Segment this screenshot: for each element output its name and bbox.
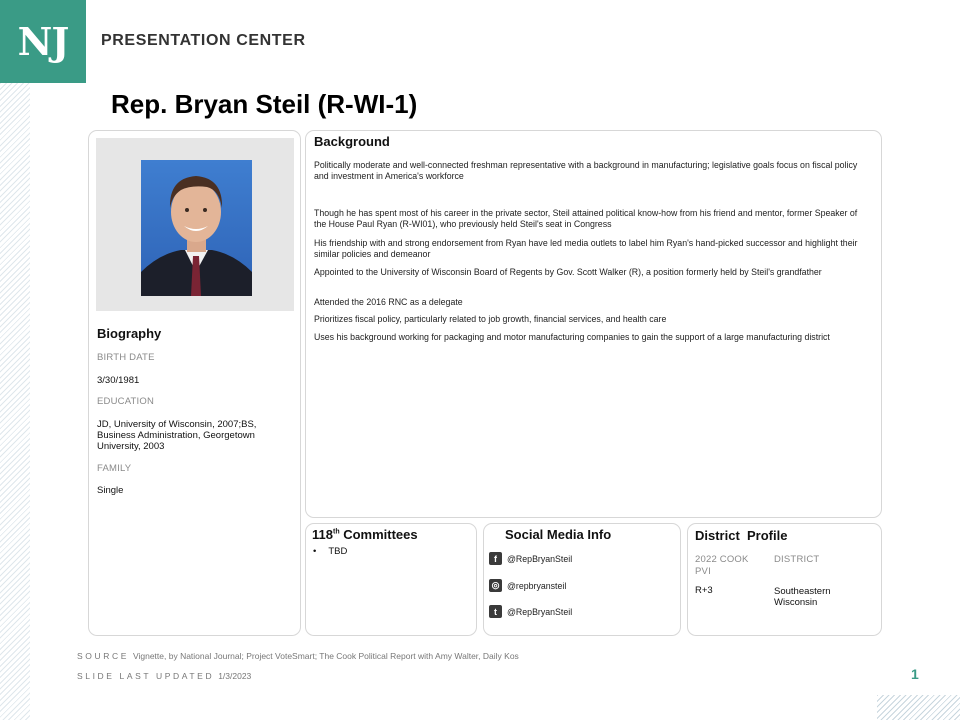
- birth-date-value: 3/30/1981: [97, 375, 140, 386]
- twitter-handle[interactable]: @RepBryanSteil: [507, 606, 573, 617]
- committee-name: TBD: [328, 546, 348, 557]
- background-paragraph: Appointed to the University of Wisconsin Board of Regents by Gov. Scott Walker (R), a position formerly held by Steil's grandfather: [314, 267, 822, 277]
- family-label: FAMILY: [97, 463, 132, 474]
- social-account-facebook[interactable]: [489, 552, 572, 565]
- background-paragraph: Politically moderate and well-connected freshman representative with a background in manufacturing; legislative goals focus on fiscal policy and investment in America's workforce: [314, 160, 858, 181]
- district-label: DISTRICT: [774, 554, 820, 565]
- background-paragraph: Uses his background working for packaging and motor manufacturing companies to gain the support of a large manufacturing district: [314, 332, 830, 342]
- decorative-stripes-bottom: [877, 695, 960, 720]
- decorative-stripes-left: [0, 83, 30, 720]
- page-title: Rep. Bryan Steil (R-WI-1): [111, 89, 418, 119]
- background-paragraph: His friendship with and strong endorsement from Ryan have led media outlets to label him Ryan's hand-picked successor and highlight their similar policies and demeanor: [314, 238, 858, 259]
- committees-title: 118th Committees: [312, 527, 418, 542]
- social-media-card: [483, 523, 681, 636]
- district-profile-title: District Profile: [695, 528, 788, 543]
- portrait-photo: [141, 160, 252, 296]
- birth-date-label: BIRTH DATE: [97, 352, 155, 363]
- cook-pvi-label: 2022 COOK PVI: [695, 554, 749, 577]
- background-paragraph: Prioritizes fiscal policy, particularly related to job growth, financial services, and health care: [314, 314, 667, 324]
- background-title: Background: [314, 134, 390, 149]
- social-account-instagram[interactable]: [489, 579, 566, 592]
- bullet: •: [313, 546, 317, 557]
- twitter-icon: t: [489, 605, 502, 618]
- last-updated-date: 1/3/2023: [218, 671, 252, 681]
- committees-card: [305, 523, 477, 636]
- cook-pvi-value: R+3: [695, 585, 713, 596]
- page-number: 1: [911, 666, 919, 682]
- facebook-handle[interactable]: @RepBryanSteil: [507, 553, 573, 564]
- instagram-icon: ◎: [489, 579, 502, 592]
- district-profile-card: [687, 523, 882, 636]
- last-updated-label: SLIDE LAST UPDATED: [77, 671, 215, 681]
- portrait-frame: [96, 138, 294, 311]
- family-value: Single: [97, 485, 124, 496]
- source-line: [77, 651, 519, 661]
- social-account-twitter[interactable]: [489, 605, 572, 618]
- nj-logo: NJ: [0, 0, 86, 83]
- committee-list-item: [313, 546, 347, 557]
- background-card: [305, 130, 882, 518]
- source-text: Vignette, by National Journal; Project VoteSmart; The Cook Political Report with Amy Walter, Daily Kos: [132, 651, 519, 661]
- social-media-title: Social Media Info: [505, 527, 612, 542]
- education-value: JD, University of Wisconsin, 2007;BS, Business Administration, Georgetown University, 2003: [97, 419, 257, 452]
- education-label: EDUCATION: [97, 396, 155, 407]
- header-title: PRESENTATION CENTER: [101, 32, 306, 49]
- biography-title: Biography: [97, 326, 162, 341]
- district-value: Southeastern Wisconsin: [774, 586, 831, 608]
- last-updated-line: [77, 671, 251, 681]
- portrait-illustration: [141, 160, 252, 296]
- facebook-icon: f: [489, 552, 502, 565]
- biography-card: [88, 130, 301, 636]
- background-paragraph: Attended the 2016 RNC as a delegate: [314, 297, 463, 307]
- instagram-handle[interactable]: @repbryansteil: [507, 580, 567, 591]
- background-paragraph: Though he has spent most of his career in the private sector, Steil attained political know-how from his friend and mentor, former Speaker of the House Paul Ryan (R-WI01), who previously held Steil's seat in Congress: [314, 208, 858, 229]
- source-label: SOURCE: [77, 651, 129, 661]
